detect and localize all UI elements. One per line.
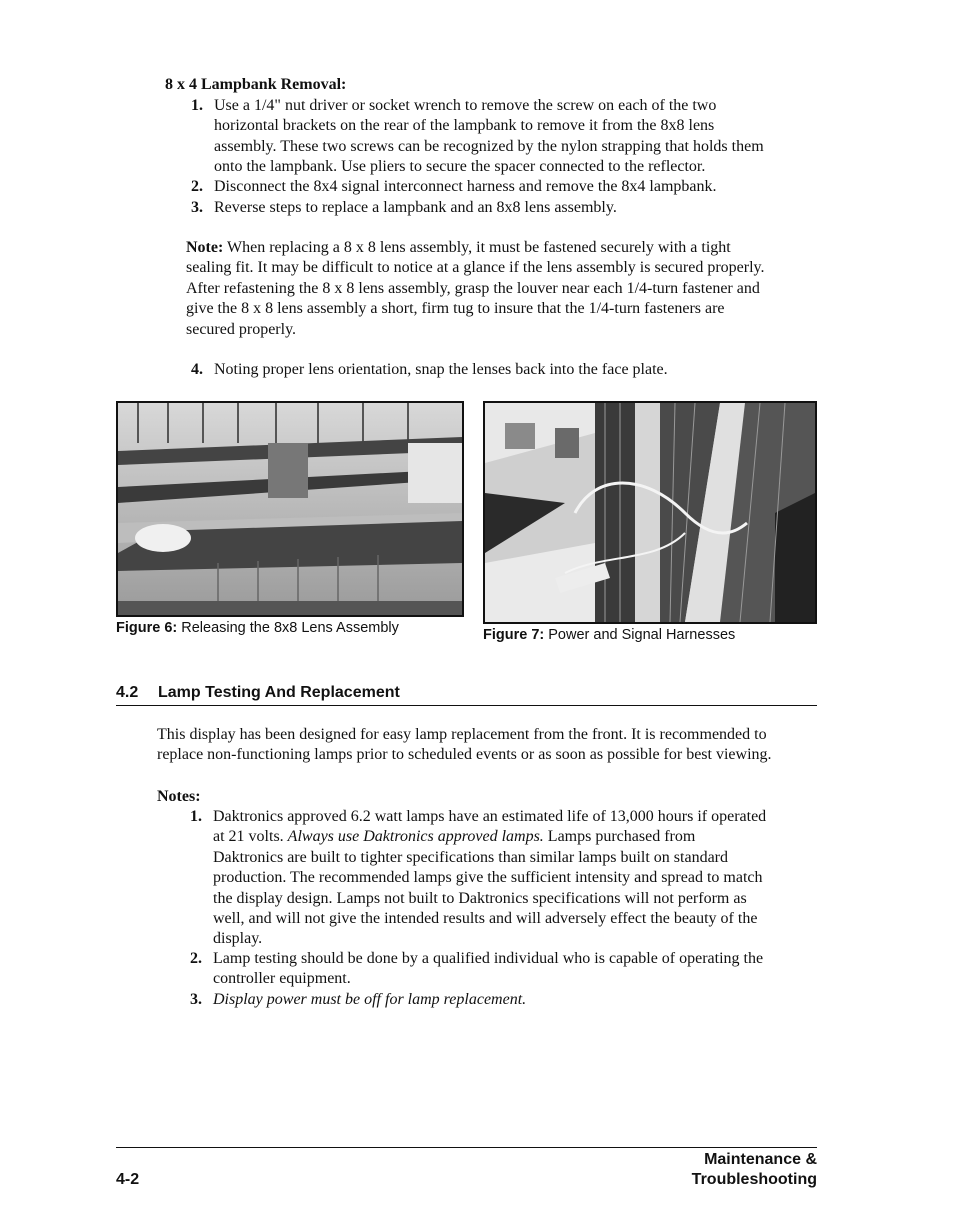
note-emphasis: Display power must be off for lamp replacement.: [213, 991, 527, 1008]
note-number: 1.: [190, 808, 202, 825]
note-line: give the 8 x 8 lens assembly a short, firm tug to insure that the 1/4-turn fasteners are: [186, 300, 725, 318]
figure-7-photo: [483, 401, 817, 624]
section-heading: [116, 683, 817, 706]
note-line: After refastening the 8 x 8 lens assembly, grasp the louver near each 1/4-turn fastener and: [186, 279, 760, 297]
note-line: When replacing a 8 x 8 lens assembly, it must be fastened securely with a tight: [223, 239, 731, 256]
step-line: horizontal brackets on the rear of the lampbank to remove it from the 8x8 lens: [214, 117, 715, 135]
section-number: 4.2: [116, 684, 139, 701]
note-line: Daktronics approved 6.2 watt lamps have an estimated life of 13,000 hours if operated: [213, 808, 767, 825]
note-number: 2.: [190, 950, 202, 967]
note-text: [213, 990, 526, 1010]
step-line: assembly. These two screws can be recognized by the nylon strapping that holds them: [214, 137, 764, 155]
step-number: 2.: [191, 178, 203, 195]
figure-6-caption: [116, 620, 399, 636]
step-line: onto the lampbank. Use pliers to secure the spacer connected to the reflector.: [214, 158, 706, 176]
intro-line: replace non-functioning lamps prior to scheduled events or as soon as possible for best viewing.: [157, 746, 772, 764]
note-line: Daktronics are built to tighter specifications than similar lamps built on standard: [213, 848, 728, 866]
page-number: 4-2: [116, 1171, 140, 1188]
section-title: Lamp Testing And Replacement: [158, 684, 400, 701]
step-number: 4.: [191, 361, 203, 378]
note-text: [213, 949, 823, 990]
step-text: Noting proper lens orientation, snap the lenses back into the face plate.: [214, 361, 668, 378]
note-line: [213, 827, 823, 847]
footer-chapter-line-2: Troubleshooting: [691, 1171, 817, 1188]
step-text: Reverse steps to replace a lampbank and an 8x8 lens assembly.: [214, 199, 617, 216]
figure-text: Power and Signal Harnesses: [544, 627, 736, 643]
step-number: 1.: [191, 97, 203, 114]
note-text: [213, 807, 823, 950]
step-number: 3.: [191, 199, 203, 216]
harness-photo: [485, 403, 815, 622]
note-line: well, and will not give the intended results and will adversely effect the beauty of the: [213, 910, 758, 928]
figure-text: Releasing the 8x8 Lens Assembly: [177, 620, 399, 636]
note-line: secured properly.: [186, 320, 297, 338]
note-line: display.: [213, 930, 263, 948]
footer-chapter-line-1: Maintenance &: [704, 1151, 817, 1168]
step-line: Use a 1/4" nut driver or socket wrench to remove the screw on each of the two: [214, 97, 717, 114]
note-emphasis: Always use Daktronics approved lamps.: [287, 828, 544, 846]
step-text: [214, 96, 824, 178]
note-line: Lamp testing should be done by a qualified individual who is capable of operating the: [213, 950, 764, 967]
step-text: Disconnect the 8x4 signal interconnect harness and remove the 8x4 lampbank.: [214, 178, 717, 195]
notes-label: Notes:: [157, 788, 201, 805]
note-segment: Lamps purchased from: [543, 828, 696, 846]
section-intro: [157, 725, 827, 766]
note-line: production. The recommended lamps give the sufficient intensity and spread to match: [213, 869, 763, 887]
intro-line: This display has been designed for easy lamp replacement from the front. It is recommended to: [157, 726, 767, 743]
note-line: sealing fit. It may be difficult to notice at a glance if the lens assembly is secured properly.: [186, 259, 765, 277]
note-line: controller equipment.: [213, 970, 351, 988]
figure-label: Figure 6:: [116, 620, 178, 636]
note-number: 3.: [190, 991, 202, 1008]
figure-6-photo: [116, 401, 464, 617]
note-label: Note:: [186, 239, 224, 256]
footer-rule: [116, 1147, 817, 1148]
lens-assembly-photo: [118, 403, 462, 615]
removal-heading: 8 x 4 Lampbank Removal:: [165, 76, 347, 93]
note-segment: at 21 volts.: [213, 828, 288, 846]
note-line: the display design. Lamps not built to Daktronics specifications will not perform as: [213, 889, 747, 907]
figure-label: Figure 7:: [483, 627, 545, 643]
figure-7-caption: [483, 627, 735, 643]
removal-note: [186, 238, 826, 340]
